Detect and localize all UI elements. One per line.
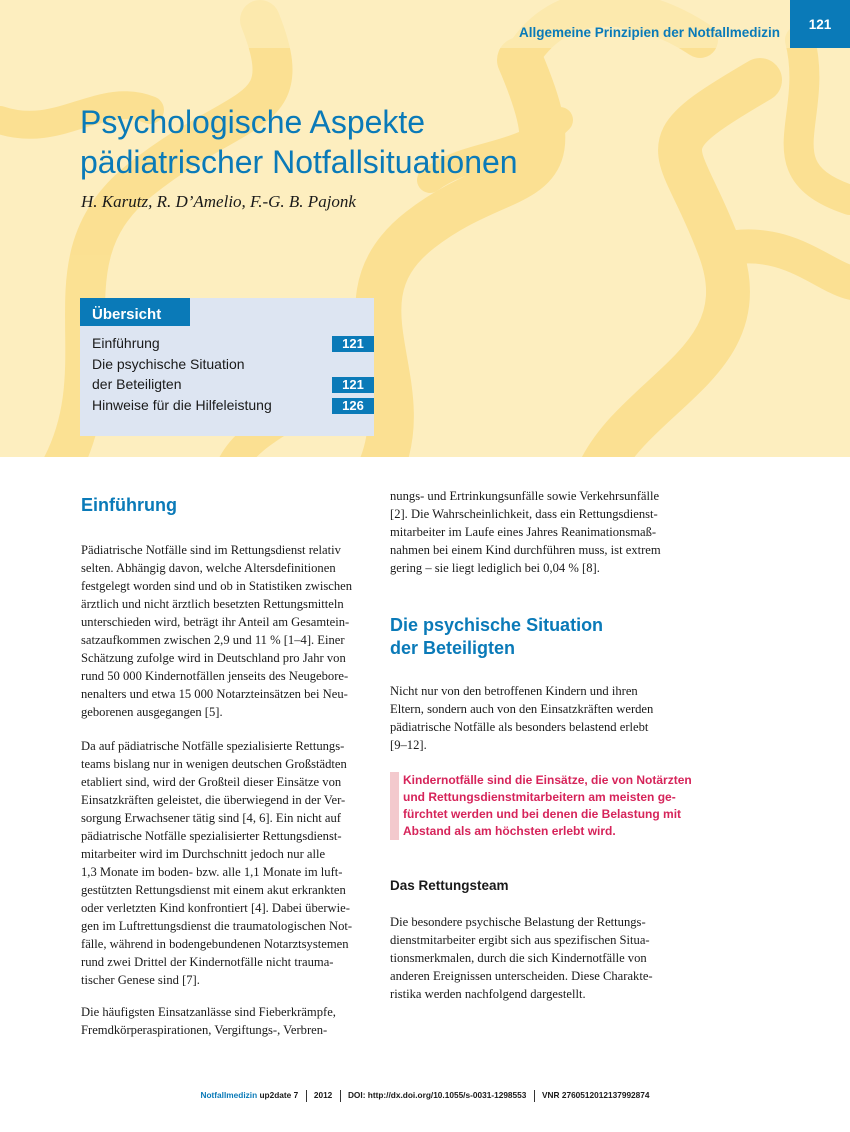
paragraph xyxy=(390,682,690,754)
footer-vnr: VNR 2760512012137992874 xyxy=(542,1090,650,1101)
text-line: gen im Luftrettungsdienst die traumatologischen Not- xyxy=(81,919,353,933)
text-line: Fremdkörperaspirationen, Vergiftungs-, Verbren- xyxy=(81,1023,328,1037)
key-message-line: und Rettungsdienstmitarbeitern am meisten ge- xyxy=(403,790,676,804)
paragraph xyxy=(390,913,690,1003)
footer-journal: Notfallmedizin xyxy=(200,1090,258,1101)
heading-line: der Beteiligten xyxy=(390,638,516,658)
key-message-box xyxy=(390,772,703,840)
text-line: Die besondere psychische Belastung der Rettungs- xyxy=(390,915,646,929)
text-line: pädiatrische Notfälle spezialisierter Rettungsdienst- xyxy=(81,829,342,843)
text-line: Die häufigsten Einsatzanlässe sind Fieberkrämpfe, xyxy=(81,1005,336,1019)
section-heading-psychische-situation xyxy=(390,614,603,660)
text-line: Schätzung zufolge wird in Deutschland pro Jahr von xyxy=(81,651,346,665)
toc-item-psychische-situation[interactable]: Die psychische Situation xyxy=(92,356,245,372)
text-line: nungs- und Ertrinkungsunfälle sowie Verkehrsunfälle xyxy=(390,489,660,503)
toc-item-hilfeleistung[interactable]: Hinweise für die Hilfeleistung xyxy=(92,397,272,413)
text-line: fälle, während in bodengebundenen Notarztsystemen xyxy=(81,937,349,951)
text-line: tischer Genese sind [7]. xyxy=(81,973,200,987)
toc-page-badge: 121 xyxy=(332,336,374,352)
footer-doi[interactable]: DOI: http://dx.doi.org/10.1055/s-0031-1298553 xyxy=(347,1090,527,1101)
text-line: Nicht nur von den betroffenen Kindern und ihren xyxy=(390,684,638,698)
article-title-line: pädiatrischer Notfallsituationen xyxy=(80,144,518,180)
text-line: mitarbeiter im Laufe eines Jahres Reanimationsmaß- xyxy=(390,525,657,539)
toc-page-badge: 126 xyxy=(332,398,374,414)
text-line: sorgung Erwachsener tätig sind [4, 6]. Ein nicht auf xyxy=(81,811,341,825)
text-line: Da auf pädiatrische Notfälle spezialisierte Rettungs- xyxy=(81,739,345,753)
footer-separator xyxy=(306,1090,307,1102)
page-number: 121 xyxy=(790,0,850,48)
text-line: 1,3 Monate im boden- bzw. alle 1,1 Monate im luft- xyxy=(81,865,343,879)
subheading-rettungsteam: Das Rettungsteam xyxy=(390,878,509,893)
key-message-line: Abstand als am höchsten erlebt wird. xyxy=(403,824,616,838)
text-line: ristika werden nachfolgend dargestellt. xyxy=(390,987,586,1001)
text-line: etabliert sind, wird der Großteil dieser Einsätze von xyxy=(81,775,342,789)
overview-heading: Übersicht xyxy=(80,298,190,326)
footer-year: 2012 xyxy=(313,1090,333,1101)
text-line: Einsatzkräften geleistet, die überwiegend in der Ver- xyxy=(81,793,346,807)
text-line: festgelegt worden sind und ob in Statistiken zwischen xyxy=(81,579,353,593)
paragraph xyxy=(81,737,381,989)
paragraph xyxy=(81,1003,381,1039)
text-line: rund 50 000 Kindernotfällen jenseits des Neugebore- xyxy=(81,669,349,683)
text-line: geborenen ausgegangen [5]. xyxy=(81,705,223,719)
text-line: unterschieden wird, beträgt ihr Anteil am Gesamtein- xyxy=(81,615,350,629)
paragraph xyxy=(390,487,690,577)
heading-line: Die psychische Situation xyxy=(390,615,604,635)
article-title-line: Psychologische Aspekte xyxy=(80,104,426,140)
text-line: satzaufkommen zwischen 2,9 und 11 % [1–4]. Einer xyxy=(81,633,345,647)
toc-page-badge: 121 xyxy=(332,377,374,393)
article-title xyxy=(80,102,680,182)
text-line: selten. Abhängig davon, welche Altersdefinitionen xyxy=(81,561,336,575)
text-line: dienstmitarbeiter ergibt sich aus spezifischen Situa- xyxy=(390,933,650,947)
text-line: anderen Ereignissen unterscheiden. Diese Charakte- xyxy=(390,969,653,983)
overview-box xyxy=(80,298,374,436)
text-line: pädiatrische Notfälle als besonders belastend erlebt xyxy=(390,720,649,734)
running-head: Allgemeine Prinzipien der Notfallmedizin xyxy=(518,25,780,40)
top-bar xyxy=(0,0,850,48)
text-line: gestützten Rettungsdienst mit einem akut erkrankten xyxy=(81,883,346,897)
footer-separator xyxy=(534,1090,535,1102)
text-line: tionsmerkmalen, durch die sich Kindernotfälle von xyxy=(390,951,647,965)
text-line: Pädiatrische Notfälle sind im Rettungsdienst relativ xyxy=(81,543,341,557)
paragraph xyxy=(81,541,381,721)
text-line: [2]. Die Wahrscheinlichkeit, dass ein Rettungsdienst- xyxy=(390,507,658,521)
key-message-line: fürchtet werden und bei denen die Belastung mit xyxy=(403,807,682,821)
article-authors: H. Karutz, R. D’Amelio, F.-G. B. Pajonk xyxy=(81,192,356,211)
text-line: nenalters und etwa 15 000 Notarzteinsätzen bei Neu- xyxy=(81,687,348,701)
footer-separator xyxy=(340,1090,341,1102)
text-line: gering – sie liegt lediglich bei 0,04 % [8]. xyxy=(390,561,600,575)
text-line: rund zwei Drittel der Kindernotfälle nicht trauma- xyxy=(81,955,334,969)
section-heading-einfuehrung: Einführung xyxy=(81,495,177,515)
text-line: mitarbeiter wird im Durchschnitt jedoch nur alle xyxy=(81,847,326,861)
toc-item-einfuehrung[interactable]: Einführung xyxy=(92,335,160,351)
footer-issue: up2date 7 xyxy=(259,1090,299,1101)
text-line: ärztlich und nicht ärztlich besetzten Rettungsmitteln xyxy=(81,597,344,611)
text-line: oder verletzten Kind konfrontiert [4]. Dabei überwie- xyxy=(81,901,350,915)
toc-item-beteiligten[interactable]: der Beteiligten xyxy=(92,376,182,392)
text-line: [9–12]. xyxy=(390,738,427,752)
text-line: teams bislang nur in wenigen deutschen Großstädten xyxy=(81,757,347,771)
page-footer xyxy=(0,1090,850,1102)
text-line: nahmen bei einem Kind durchführen muss, ist extrem xyxy=(390,543,661,557)
text-line: Eltern, sondern auch von den Einsatzkräften werden xyxy=(390,702,654,716)
key-message-line: Kindernotfälle sind die Einsätze, die von Notärzten xyxy=(403,773,692,787)
